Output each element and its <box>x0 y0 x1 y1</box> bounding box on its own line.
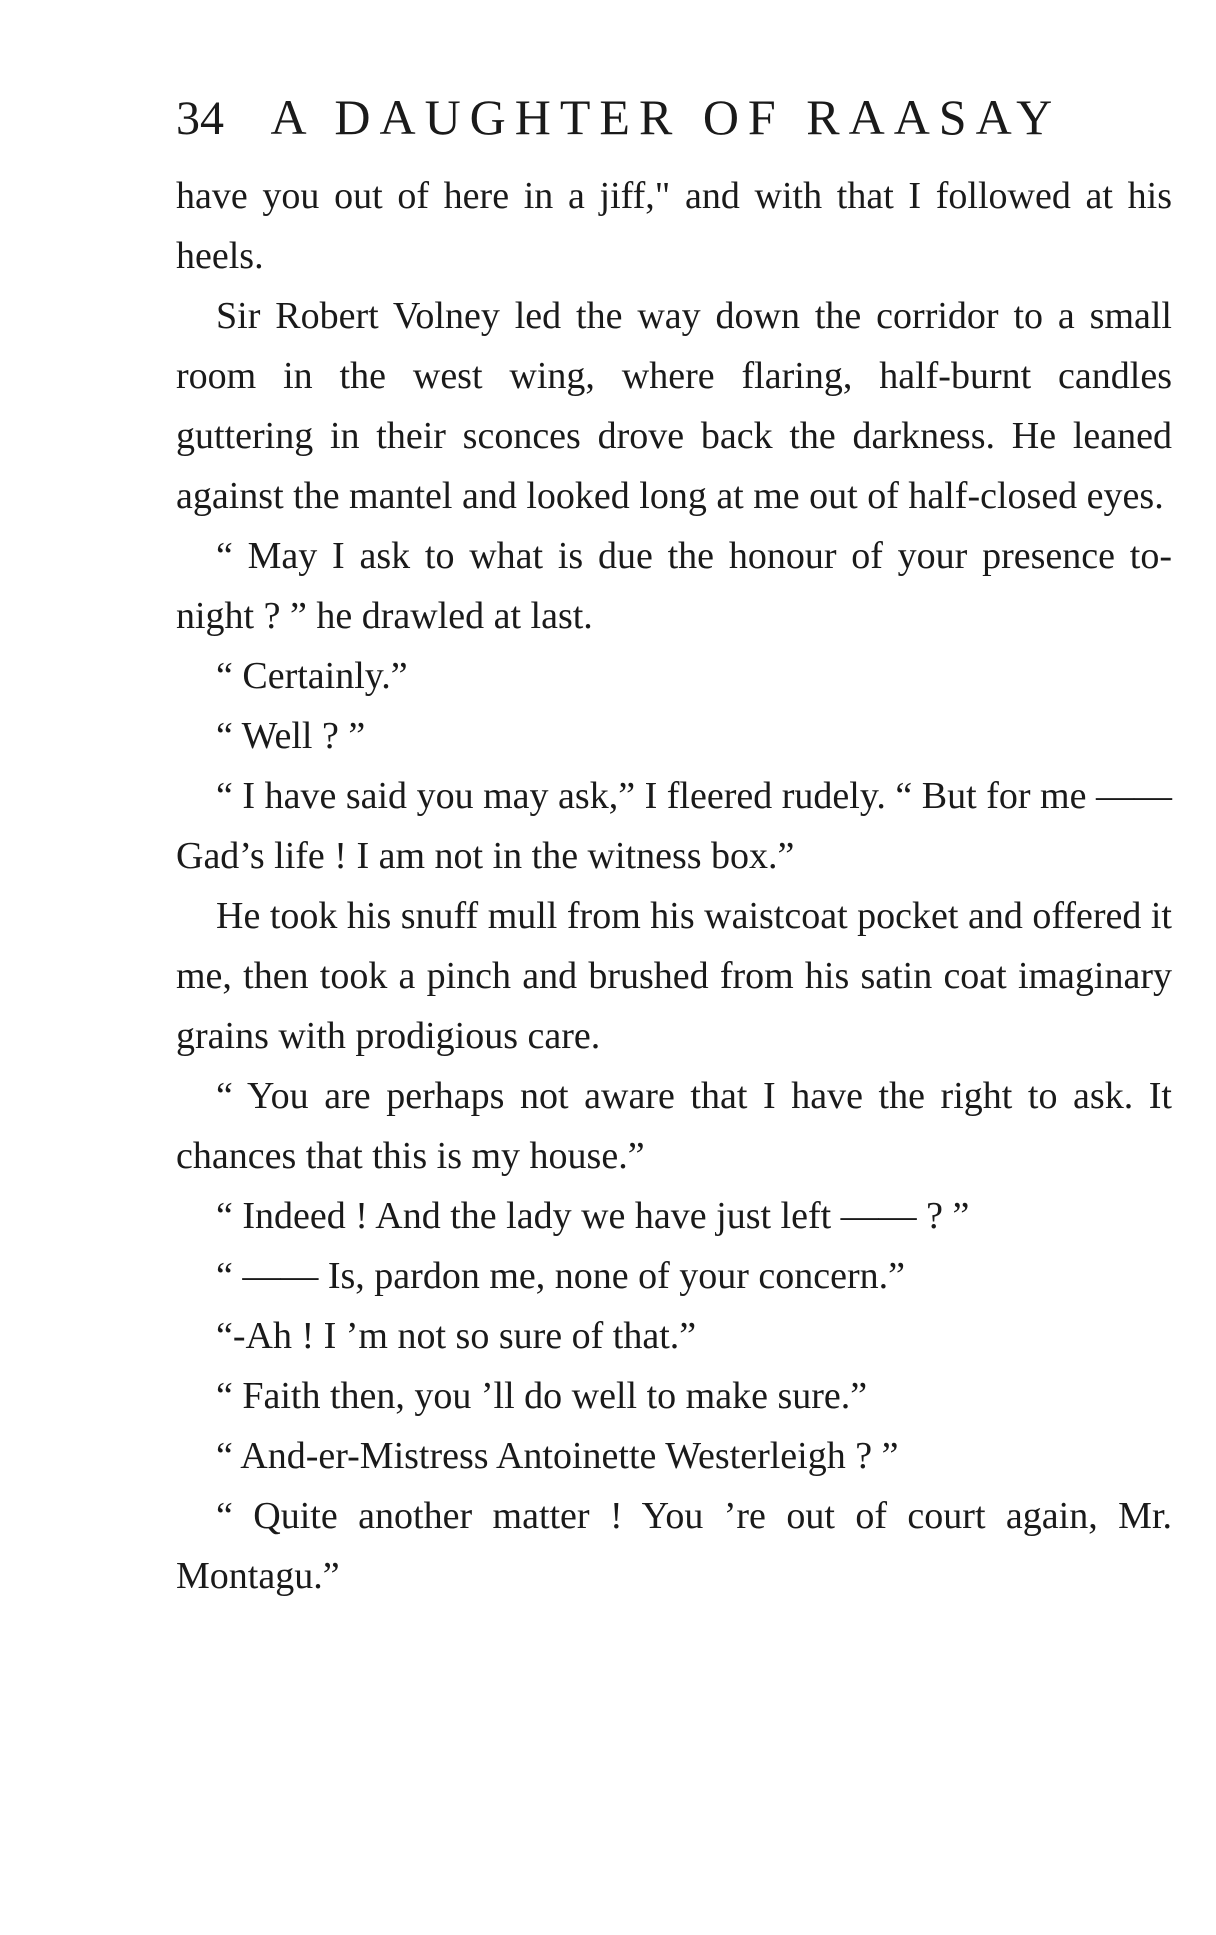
paragraph-12: “ Faith then, you ’ll do well to make sure.” <box>216 1375 868 1417</box>
paragraph-6: “ I have said you may ask,” I fleered rudely. “ But for me —— Gad’s life ! I am not in the witness box.” <box>176 775 1172 877</box>
paragraph-7: He took his snuff mull from his waistcoat pocket and offered it me, then took a pinch and brushed from his satin coat imaginary grains with prodigious care. <box>176 895 1172 1057</box>
paragraph-13: “ And-er-Mistress Antoinette Westerleigh ? ” <box>216 1435 899 1477</box>
paragraph-11: “-Ah ! I ’m not so sure of that.” <box>216 1315 697 1357</box>
paragraph-4: “ Certainly.” <box>216 655 408 697</box>
paragraph-8: “ You are perhaps not aware that I have the right to ask. It chances that this is my house.” <box>176 1075 1172 1177</box>
paragraph-3: “ May I ask to what is due the honour of your presence to-night ? ” he drawled at last. <box>176 535 1172 637</box>
running-title: A DAUGHTER OF RAASAY <box>270 89 1062 145</box>
paragraph-1: have you out of here in a jiff," and with that I followed at his heels. <box>176 175 1172 277</box>
body-text <box>176 166 1172 1606</box>
paragraph-5: “ Well ? ” <box>216 715 366 757</box>
paragraph-14: “ Quite another matter ! You ’re out of court again, Mr. Montagu.” <box>176 1495 1172 1597</box>
page-number: 34 <box>176 92 224 145</box>
page-header <box>176 82 1142 152</box>
paragraph-2: Sir Robert Volney led the way down the corridor to a small room in the west wing, where flaring, half-burnt candles guttering in their sconces drove back the darkness. He leaned against the mantel and looked long at me out of half-closed eyes. <box>176 295 1172 517</box>
paragraph-10: “ —— Is, pardon me, none of your concern.” <box>216 1255 906 1297</box>
paragraph-9: “ Indeed ! And the lady we have just left —— ? ” <box>216 1195 970 1237</box>
